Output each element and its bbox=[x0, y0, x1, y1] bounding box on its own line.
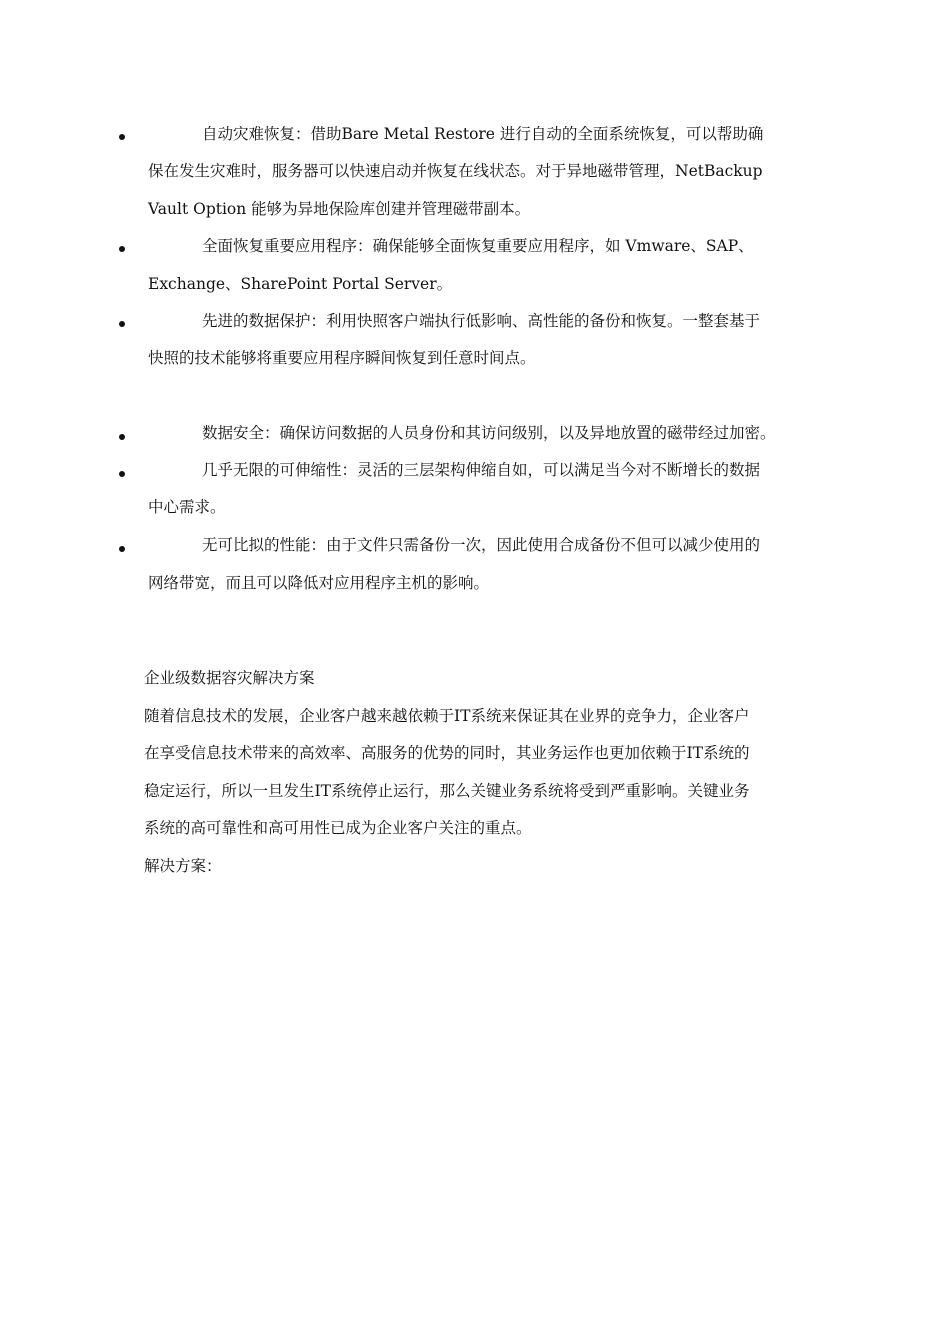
bullet-dot-icon bbox=[119, 321, 125, 327]
bullet-text-line: 中心需求。 bbox=[148, 498, 226, 516]
bullet-text-line: Exchange、SharePoint Portal Server。 bbox=[148, 275, 453, 293]
bullet-text-line: 无可比拟的性能：由于文件只需备份一次，因此使用合成备份不但可以减少使用的 bbox=[202, 536, 761, 554]
bullet-text-line: 快照的技术能够将重要应用程序瞬间恢复到任意时间点。 bbox=[148, 349, 536, 367]
bullet-dot-icon bbox=[119, 434, 125, 440]
bullet-text-line: 数据安全：确保访问数据的人员身份和其访问级别，以及异地放置的磁带经过加密。 bbox=[202, 424, 776, 442]
bullet-text-line: 保在发生灾难时，服务器可以快速启动并恢复在线状态。对于异地磁带管理，NetBackup bbox=[148, 162, 763, 180]
paragraph-line: 随着信息技术的发展，企业客户越来越依赖于IT系统来保证其在业界的竞争力，企业客户 bbox=[144, 707, 750, 725]
bullet-dot-icon bbox=[119, 246, 125, 252]
bullet-text-line: Vault Option 能够为异地保险库创建并管理磁带副本。 bbox=[148, 200, 531, 218]
bullet-dot-icon bbox=[119, 134, 125, 140]
bullet-text-line: 网络带宽，而且可以降低对应用程序主机的影响。 bbox=[148, 574, 490, 592]
paragraph-line: 系统的高可靠性和高可用性已成为企业客户关注的重点。 bbox=[144, 819, 532, 837]
bullet-text-line: 自动灾难恢复：借助Bare Metal Restore 进行自动的全面系统恢复，可以帮助确 bbox=[202, 125, 764, 143]
paragraph-line: 稳定运行，所以一旦发生IT系统停止运行，那么关键业务系统将受到严重影响。关键业务 bbox=[144, 782, 750, 800]
paragraph-line: 在享受信息技术带来的高效率、高服务的优势的同时，其业务运作也更加依赖于IT系统的 bbox=[144, 744, 750, 762]
bullet-dot-icon bbox=[119, 546, 125, 552]
bullet-dot-icon bbox=[119, 471, 125, 477]
bullet-text-line: 全面恢复重要应用程序：确保能够全面恢复重要应用程序，如 Vmware、SAP、 bbox=[202, 237, 754, 255]
bullet-text-line: 几乎无限的可伸缩性：灵活的三层架构伸缩自如，可以满足当今对不断增长的数据 bbox=[202, 461, 761, 479]
bullet-text-line: 先进的数据保护：利用快照客户端执行低影响、高性能的备份和恢复。一整套基于 bbox=[202, 312, 761, 330]
section-heading: 企业级数据容灾解决方案 bbox=[144, 669, 315, 687]
solution-label: 解决方案： bbox=[144, 857, 222, 875]
